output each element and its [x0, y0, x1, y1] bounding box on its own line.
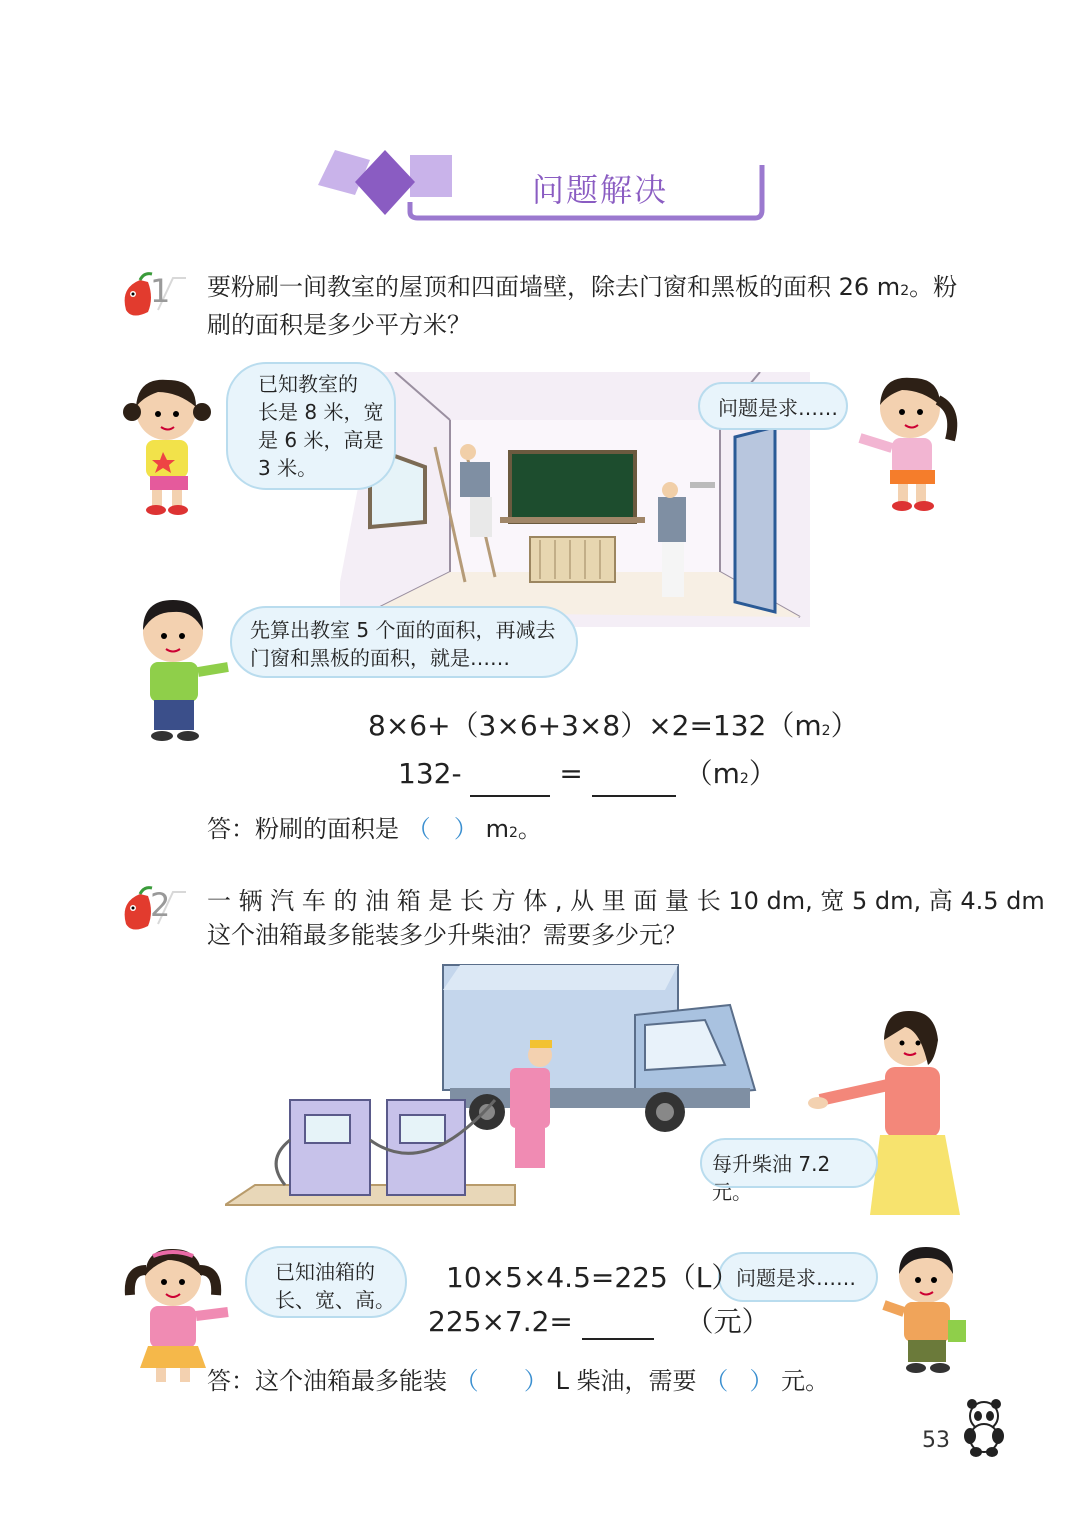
speech-bubble-boy-2: 问题是求……	[718, 1252, 878, 1302]
speech-bubble-woman: 每升柴油 7.2 元。	[700, 1138, 878, 1188]
panda-icon	[958, 1398, 1010, 1458]
girl-left-illustration	[118, 372, 218, 517]
equation-2-2: 225×7.2= （元）	[428, 1305, 770, 1338]
answer-blank-2[interactable]	[592, 769, 676, 797]
problem-2-text	[207, 884, 1080, 952]
speech-bubble-girl-bottom: 已知油箱的 长、宽、高。	[245, 1246, 407, 1318]
problem-2-marker	[118, 882, 193, 937]
section-header	[310, 140, 770, 230]
boy-bottom-illustration	[878, 1240, 973, 1380]
problem-1-text	[207, 270, 1067, 342]
page-number: 53	[922, 1428, 950, 1453]
speech-bubble-boy-1: 先算出教室 5 个面的面积，再减去 门窗和黑板的面积，就是……	[230, 606, 578, 678]
problem-2-line2: 这个油箱最多能装多少升柴油？需要多少元？	[207, 921, 687, 949]
problem-number: 1	[150, 272, 171, 310]
answer-2: 答：这个油箱最多能装 （ ） L 柴油，需要 （ ） 元。	[207, 1367, 830, 1395]
girl-right-illustration	[850, 370, 965, 515]
speech-bubble-girl-right: 问题是求……	[698, 382, 848, 430]
problem-number: 2	[150, 886, 171, 924]
page-title: 问题解决	[532, 171, 669, 209]
problem-1-marker	[118, 268, 193, 323]
problem-2-line1: 一 辆 汽 车 的 油 箱 是 长 方 体 , 从 里 面 量 长 10 dm, 宽 5 dm, 高 4.5 dm	[207, 887, 1045, 915]
problem-1-line2: 刷的面积是多少平方米？	[207, 311, 471, 339]
boy-illustration	[118, 592, 233, 747]
equation-2-1: 10×5×4.5=225（L）	[446, 1261, 740, 1294]
answer-blank-3[interactable]	[582, 1312, 654, 1340]
equation-1-2: 132- = （m2）	[398, 756, 777, 797]
truck-scene-illustration	[225, 960, 775, 1230]
problem-1-line1: 要粉刷一间教室的屋顶和四面墙壁，除去门窗和黑板的面积 26 m2。粉	[207, 273, 958, 301]
speech-bubble-girl-left: 已知教室的 长是 8 米，宽 是 6 米，高是 3 米。	[226, 362, 396, 490]
answer-blank-1[interactable]	[470, 769, 550, 797]
equation-1-1: 8×6+（3×6+3×8）×2=132（m2）	[368, 709, 859, 742]
answer-1: 答：粉刷的面积是 （ ） m2。	[207, 815, 542, 843]
